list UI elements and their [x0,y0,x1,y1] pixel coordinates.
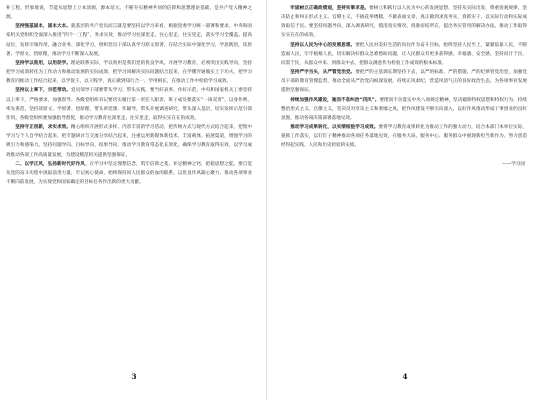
paragraph-text: 理论联系实际，学以致用是我们党的优良学风。开展学习教育，必须突出实践导向，坚持把学习成效转化为工作动力和推动发展的实际成效，把学习同解决实际问题结合起来，在学懂弄通做实上下功夫，把学习教育同推动工作结合起来，以学促干、以干践学，真正做到知行合一、学用相长，在推动工作中检验学习成效。 [6,60,252,85]
paragraph-text: 要树立和践行以人民为中心的发展思想，坚持从实际出发，尊重客观规律，坚决防止和纠正形式主义、官僚主义，不搞花拳绣腿，不做表面文章，真正做到求真务实、真抓实干，以实际行动和实际成效取信于民。要坚持问题导向，深入调查研究，摸清真实情况，找准症结所在，提出务实管用的解决办法，推动工作取得实实在在的成效。 [281,6,527,39]
paragraph-text: 补工程，形象地说，节能从思想上立本清源，源本培元。不断夯实精神共同的信仰和思想理论基础，是共产党人精神之源。 [6,6,252,21]
paragraph-lead: 持续加强作风建设，驰而不息纠治“四风”。 [290,97,380,103]
page-number-right: 4 [402,372,408,381]
paragraph [6,22,252,59]
paragraph [281,123,527,150]
paragraph-lead: 二、以学正风，弘扬新时代好作风 [15,161,85,167]
paragraph [281,4,527,41]
paragraph [281,41,527,68]
paragraph-text: 精心组织开展形式多样、内容丰富的学习活动，把传统方式与现代方式结合起来，把集中学习与个人自学结合起来，把专题研讨与交流分享结合起来，注重运用新媒体新技术，丰富载体、拓展渠道，增强学习的吸引力和感染力。坚持问题导向、目标导向、结果导向，推动学习教育常态化长效化，确保学习教育取得实效，以学习成效推动各项工作高质量发展，为建设模范机关提供坚强保证。 [6,125,252,158]
paragraph [6,59,252,86]
left-text-column [6,4,252,187]
paragraph [281,96,527,123]
paragraph [6,86,252,123]
paragraph-lead: 牢固树立正确政绩观，坚持实事求是。 [290,6,370,11]
right-page [267,0,534,401]
paragraph-lead: 坚持以上率下，示范带动。 [15,88,71,94]
paragraph [6,4,252,22]
paragraph-text: 党员领导干部要带头学习、带头实践，要当好表率、作好示范。中央和国家机关工委坚持以上率下，严格要求，加强督导。各级党组织书记要切实履行第一责任人职责，班子成员要落实“一岗双责”，以身作则、率先垂范，坚持读原文、学原著、悟原理，带头讲党课、作辅导，带头开展调查研究，带头深入基层，切实发挥示范引领作用。各级党组织要加强指导督促，推动学习教育往深里走、往实里走，取得实实在在的成效。 [6,88,252,121]
paragraph [6,160,252,187]
paragraph-lead: 坚持以人民为中心的发展思想。 [290,42,356,48]
paragraph [281,68,527,95]
author-signature: ——学习园 [502,161,525,167]
paragraph-text: 就基层的共产党员而言就是要坚持以学习来看，根据党委学习统一部署和要求，中央和国家机关党组织全面深入推进”四个一工程”，务求实效，推动学习往深里走、往心里走、往实里走，落实学习全覆盖。提高站位，发挥引领作用，融合业务、深化学习，组织党员干部认真学习原文原著，在结合实际中深化学习，学思践悟，读原著、学原文、悟原理，推动学习不断深入发展。 [6,24,252,57]
paragraph-text: 要锲而不舍落实中央八项规定精神，坚决破除特权思想和特权行为，持续整治形式主义、官僚主义，坚决反对享乐主义和奢靡之风，把作风建设不断引向深入，以好作风推动形成干事创业的良好氛围，推动各项决策部署落地见效。 [281,97,527,121]
paragraph-text: 要把人民对美好生活的向往作为奋斗目标，始终坚持人民至上，紧紧依靠人民，不断造福人民，牢牢植根人民，切实解决好群众急难愁盼问题，让人民群众有更多获得感、幸福感、安全感。坚持问计于民、问需于民，从群众中来、到群众中去，把群众满意作为检验工作成效的根本标准。 [281,42,527,66]
right-text-column [281,4,527,169]
page-number-left: 3 [131,372,137,381]
paragraph-lead: 推动学习成果转化，以实绩检验学习成效。 [290,125,379,131]
paragraph-text: 要把严的主基调长期坚持下去，以严的标准、严的措施、严的纪律管党治党，加强党员干部的教育管理监督，推动全面从严治党向纵深发展，持续正风肃纪，营造风清气正的良好政治生态，为各项事业发展提供坚强保证。 [281,70,527,94]
paragraph-lead: 坚持强基固本，固本大本。 [15,24,71,30]
paragraph-text: 要将学习教育成果转化为推动工作的强大动力，结合本部门本单位实际，狠抓工作落实，以钉钉子精神推动各项任务落地见效，在服务大局、服务中心、服务群众中展现新担当新作为，努力创造经得起实践、人民和历史检验的实绩。 [281,125,527,149]
paragraph-lead: 坚持学以致用，以用促学。 [15,60,71,66]
paragraph-text: 。在学习中坚定理想信念，筑牢信仰之基，补足精神之钙，把稳思想之舵。要自觉从党的奋斗历程中汲取前进力量，牢记初心使命，始终保持同人民群众的血肉联系，以优良作风凝心聚力，推动各项事业不断向前发展，为实现党和国家确定的目标任务作出新的更大贡献。 [6,161,252,185]
paragraph-lead: 坚持守正创新，求实求效。 [15,125,71,131]
paragraph-lead: 坚持严字当头，从严管党治党。 [290,70,356,76]
paragraph [6,123,252,160]
